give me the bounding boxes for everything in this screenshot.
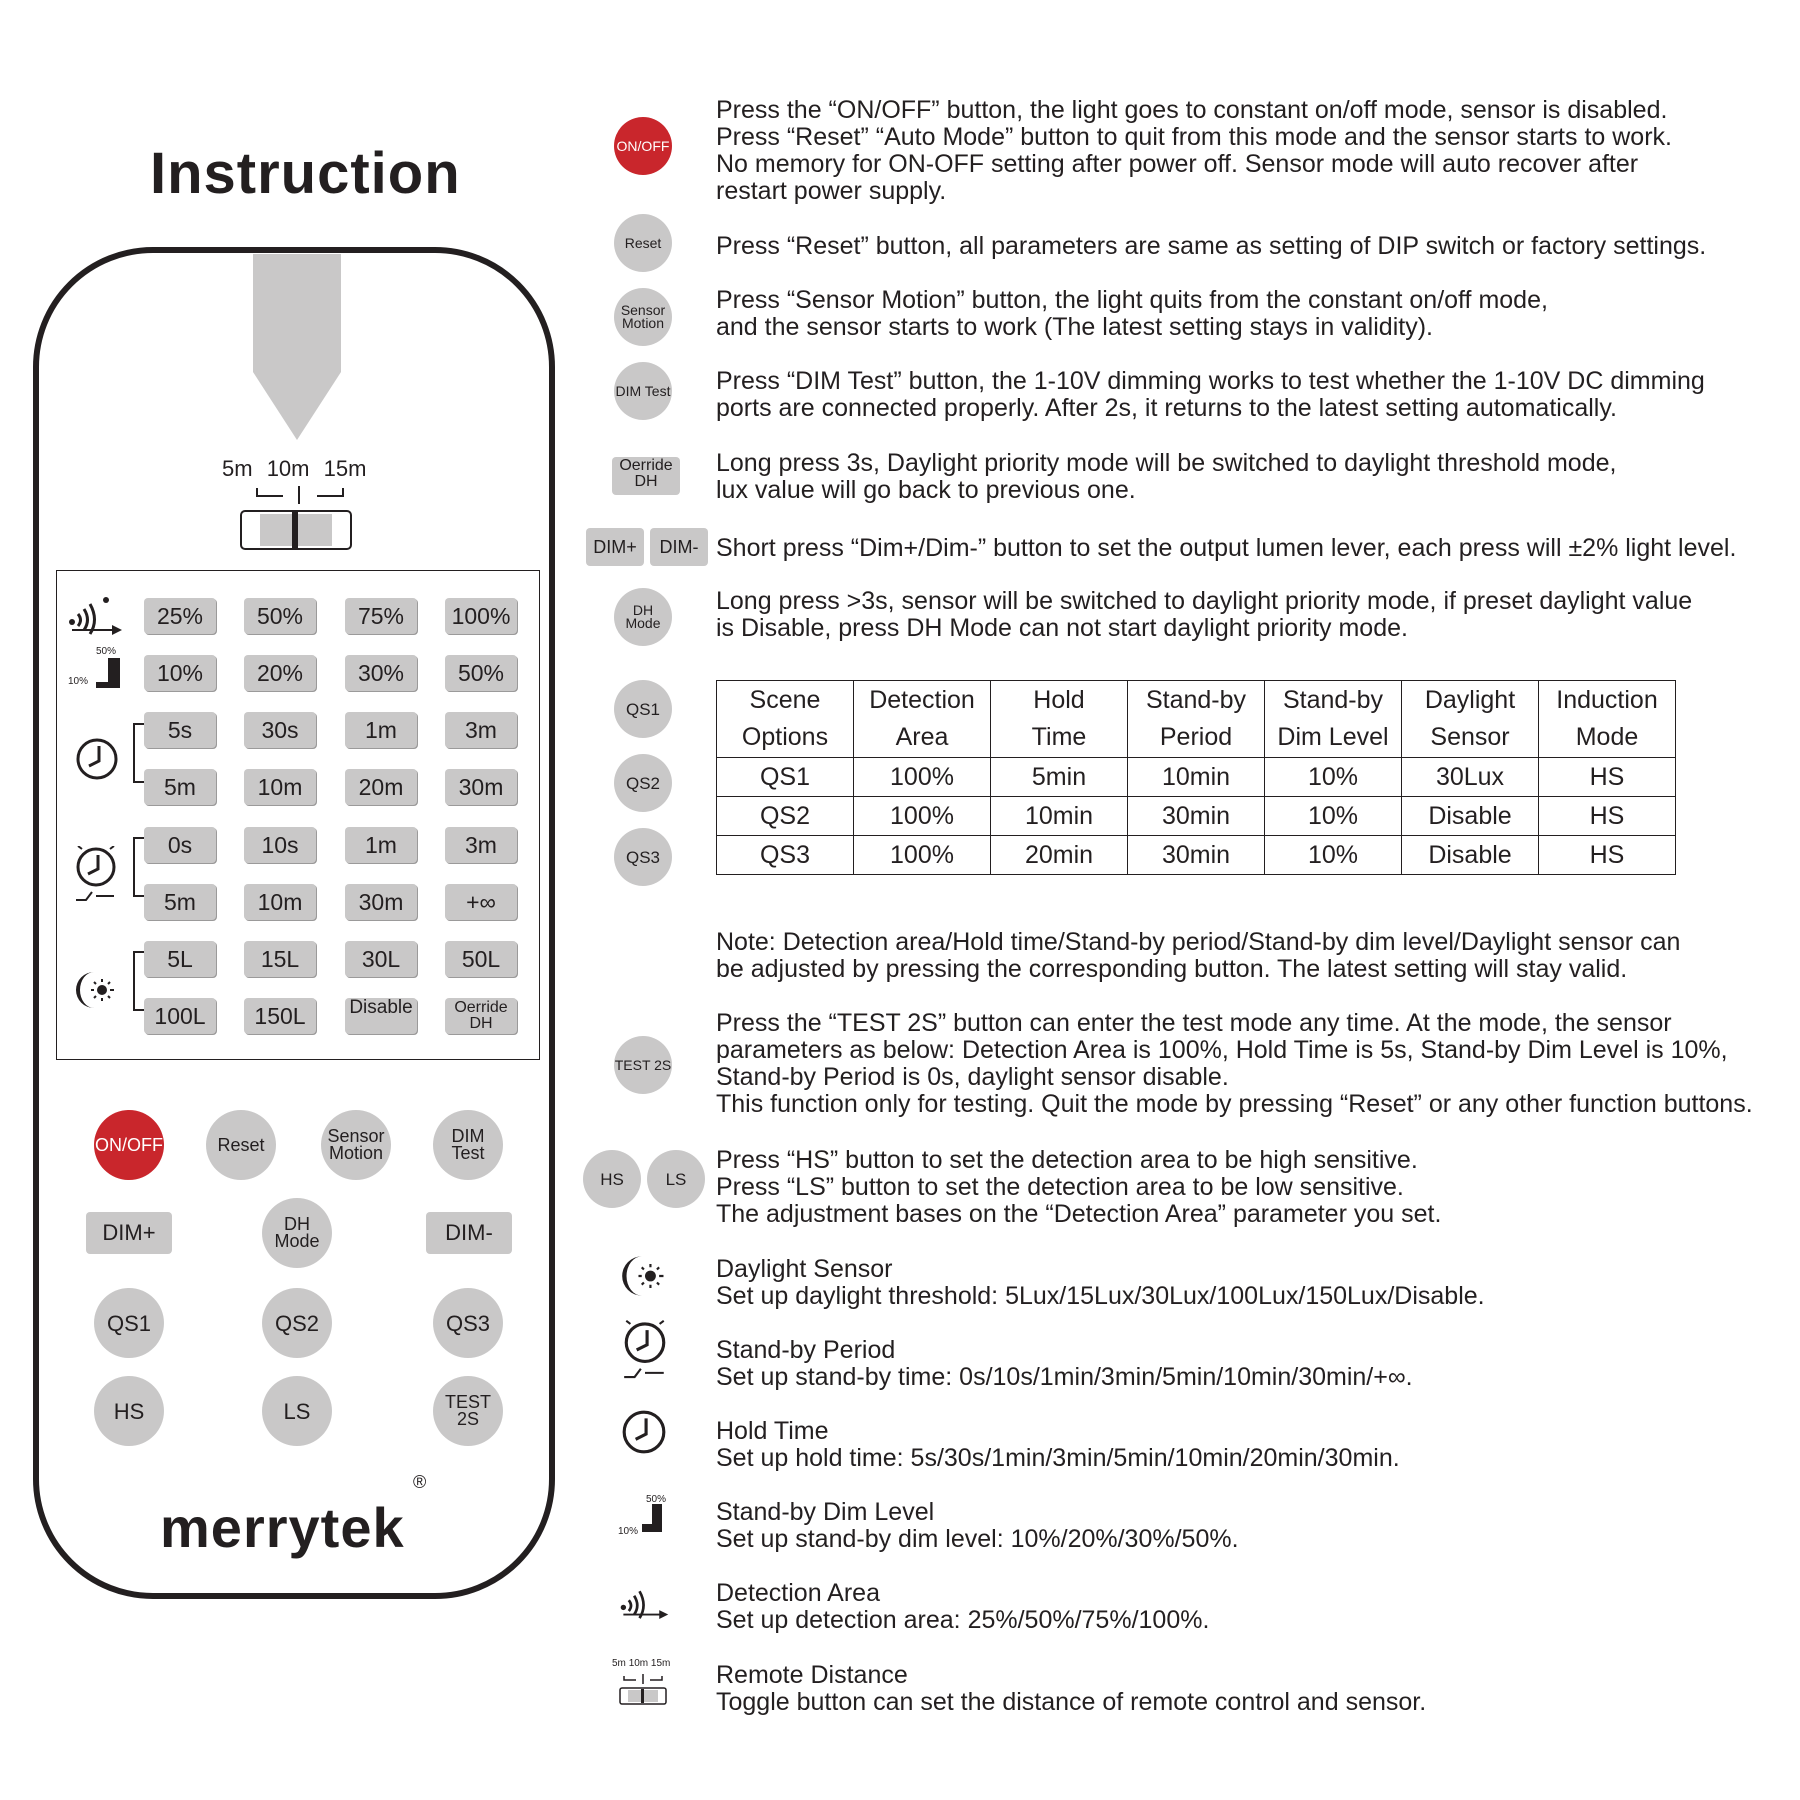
table-header: Scene Options: [717, 681, 854, 758]
table-cell: 20min: [991, 836, 1128, 875]
setting-key[interactable]: 3m: [445, 712, 517, 748]
setting-key[interactable]: 1m: [345, 827, 417, 863]
distance-label: 10m: [266, 456, 310, 481]
table-cell: HS: [1539, 836, 1676, 875]
setting-key[interactable]: 5m: [144, 769, 216, 805]
table-cell: 10%: [1265, 797, 1402, 836]
brand-logo: merrytek: [160, 1496, 405, 1559]
setting-key[interactable]: 1m: [345, 712, 417, 748]
qs2-button-icon: QS2: [614, 754, 672, 812]
table-row: [717, 836, 1676, 875]
table-cell: 10min: [1128, 758, 1265, 797]
remote-distance-icon: [618, 1672, 668, 1706]
dh-mode-button[interactable]: DH Mode: [262, 1198, 332, 1268]
qs1-button[interactable]: QS1: [94, 1288, 164, 1358]
setting-key[interactable]: 75%: [345, 598, 417, 634]
dim-plus-button[interactable]: DIM+: [86, 1212, 172, 1254]
qs1-button-icon: QS1: [614, 680, 672, 738]
table-row: [717, 758, 1676, 797]
distance-label: 5m: [222, 456, 253, 481]
setting-key[interactable]: 100L: [144, 998, 216, 1034]
table-cell: 10min: [991, 797, 1128, 836]
hold-time-icon: [620, 1408, 668, 1456]
qs3-button-icon: QS3: [614, 828, 672, 886]
setting-key[interactable]: 3m: [445, 827, 517, 863]
table-cell: 100%: [854, 797, 991, 836]
dim-icon-label-high: 50%: [646, 1494, 667, 1505]
table-cell: 100%: [854, 836, 991, 875]
detection-area-icon: [618, 1584, 670, 1620]
qs2-button[interactable]: QS2: [262, 1288, 332, 1358]
table-cell: 10%: [1265, 758, 1402, 797]
reset-description: Press “Reset” button, all parameters are same as setting of DIP switch or factory settings.: [716, 232, 1707, 260]
standby-dim-description: Stand-by Dim Level Set up stand-by dim level: 10%/20%/30%/50%.: [716, 1498, 1239, 1553]
scene-options-table: [716, 680, 1676, 875]
table-cell: QS1: [717, 758, 854, 797]
setting-key[interactable]: +∞: [445, 884, 517, 920]
sensor-motion-button-icon: Sensor Motion: [614, 288, 672, 346]
table-cell: 5min: [991, 758, 1128, 797]
remote-distance-icon-labels: 5m 10m 15m: [612, 1658, 671, 1669]
table-header: Induction Mode: [1539, 681, 1676, 758]
setting-key[interactable]: 5m: [144, 884, 216, 920]
ir-window-icon: [249, 254, 345, 442]
setting-key[interactable]: Oerride DH: [445, 998, 517, 1034]
setting-key[interactable]: 0s: [144, 827, 216, 863]
table-cell: 10%: [1265, 836, 1402, 875]
remote-distance-description: Remote Distance Toggle button can set the distance of remote control and sensor.: [716, 1661, 1427, 1716]
setting-key[interactable]: 30s: [244, 712, 316, 748]
setting-key[interactable]: 20m: [345, 769, 417, 805]
hs-button[interactable]: HS: [94, 1376, 164, 1446]
hold-time-icon: [74, 736, 120, 782]
test-2s-button-icon: TEST 2S: [614, 1036, 672, 1094]
table-cell: Disable: [1402, 797, 1539, 836]
daylight-sensor-icon: [620, 1252, 670, 1300]
sensor-motion-description: Press “Sensor Motion” button, the light quits from the constant on/off mode, and the sensor starts to work (The latest setting stays in validity).: [716, 286, 1548, 341]
dim-minus-button[interactable]: DIM-: [426, 1212, 512, 1254]
setting-key[interactable]: 10m: [244, 884, 316, 920]
setting-key[interactable]: 10s: [244, 827, 316, 863]
table-header: Hold Time: [991, 681, 1128, 758]
dim-description: Short press “Dim+/Dim-” button to set the output lumen lever, each press will ±2% light level.: [716, 534, 1737, 562]
setting-key[interactable]: 10m: [244, 769, 316, 805]
table-cell: 30min: [1128, 797, 1265, 836]
table-row: [717, 797, 1676, 836]
table-cell: QS2: [717, 797, 854, 836]
table-cell: Disable: [1402, 836, 1539, 875]
table-header: Daylight Sensor: [1402, 681, 1539, 758]
dim-icon-label-high: 50%: [96, 646, 117, 657]
distance-bracket-icon: [255, 484, 345, 506]
setting-key[interactable]: 50%: [244, 598, 316, 634]
distance-toggle-switch[interactable]: [240, 510, 352, 550]
standby-period-icon: [72, 846, 120, 904]
setting-keypad-panel: [56, 570, 540, 1060]
dh-mode-description: Long press >3s, sensor will be switched to daylight priority mode, if preset daylight value is Disable, press DH Mode can not start daylight priority mode.: [716, 587, 1693, 642]
setting-key[interactable]: 50%: [445, 655, 517, 691]
test-2s-description: Press the “TEST 2S” button can enter the test mode any time. At the mode, the sensor parameters as below: Detection Area is 100%, Hold Time is 5s, Stand-by Dim Level is 10%, Stand-by Period is 0s, daylight sensor disable. This function only for testing. Quit the mode by pressing “Reset” or any other function buttons.: [716, 1009, 1753, 1118]
daylight-sensor-icon: [74, 968, 120, 1012]
hs-ls-description: Press “HS” button to set the detection area to be high sensitive. Press “LS” button to set the detection area to be low sensitive. The adjustment bases on the “Detection Area” parameter you set.: [716, 1146, 1442, 1228]
detection-area-icon: [66, 596, 124, 636]
table-header: Detection Area: [854, 681, 991, 758]
dh-mode-button-icon: DH Mode: [614, 588, 672, 646]
table-cell: HS: [1539, 758, 1676, 797]
daylight-sensor-description: Daylight Sensor Set up daylight threshold: 5Lux/15Lux/30Lux/100Lux/150Lux/Disable.: [716, 1255, 1485, 1310]
qs3-button[interactable]: QS3: [433, 1288, 503, 1358]
dim-icon-label-low: 10%: [68, 676, 89, 687]
setting-key[interactable]: 30m: [445, 769, 517, 805]
distance-label: 15m: [323, 456, 367, 481]
standby-period-description: Stand-by Period Set up stand-by time: 0s/10s/1min/3min/5min/10min/30min/+∞.: [716, 1336, 1413, 1391]
dim-test-button[interactable]: DIM Test: [433, 1110, 503, 1180]
setting-key[interactable]: 10%: [144, 655, 216, 691]
ls-button[interactable]: LS: [262, 1376, 332, 1446]
table-cell: QS3: [717, 836, 854, 875]
setting-key[interactable]: 30L: [345, 941, 417, 977]
table-cell: 30Lux: [1402, 758, 1539, 797]
note-text: Note: Detection area/Hold time/Stand-by period/Stand-by dim level/Daylight sensor can be adjusted by pressing the corresponding button. The latest setting will stay valid.: [716, 928, 1681, 983]
hs-button-icon: HS: [583, 1150, 641, 1208]
table-header: Stand-by Period: [1128, 681, 1265, 758]
setting-key[interactable]: 20%: [244, 655, 316, 691]
table-cell: 100%: [854, 758, 991, 797]
registered-mark: ®: [413, 1472, 427, 1492]
on-off-button-icon: ON/OFF: [614, 117, 672, 175]
setting-key[interactable]: 150L: [244, 998, 316, 1034]
dim-icon-label-low: 10%: [618, 1526, 639, 1537]
override-dh-button-icon: Oerride DH: [612, 457, 680, 495]
page-title: Instruction: [150, 141, 461, 206]
dim-test-description: Press “DIM Test” button, the 1-10V dimming works to test whether the 1-10V DC dimming ports are connected properly. After 2s, it returns to the latest setting automatically.: [716, 367, 1705, 422]
reset-button-icon: Reset: [614, 214, 672, 272]
table-cell: HS: [1539, 797, 1676, 836]
on-off-button[interactable]: ON/OFF: [94, 1110, 164, 1180]
dim-minus-button-icon: DIM-: [650, 528, 708, 566]
standby-period-icon: [620, 1320, 670, 1382]
ls-button-icon: LS: [647, 1150, 705, 1208]
table-cell: 30min: [1128, 836, 1265, 875]
setting-key[interactable]: 15L: [244, 941, 316, 977]
setting-key[interactable]: 30m: [345, 884, 417, 920]
setting-key[interactable]: 5L: [144, 941, 216, 977]
hold-time-description: Hold Time Set up hold time: 5s/30s/1min/3min/5min/10min/20min/30min.: [716, 1417, 1400, 1472]
setting-key[interactable]: 100%: [445, 598, 517, 634]
setting-key[interactable]: 30%: [345, 655, 417, 691]
detection-area-description: Detection Area Set up detection area: 25%/50%/75%/100%.: [716, 1579, 1210, 1634]
reset-button[interactable]: Reset: [206, 1110, 276, 1180]
setting-key[interactable]: Disable: [345, 998, 417, 1034]
on-off-description: Press the “ON/OFF” button, the light goes to constant on/off mode, sensor is disabled. Press “Reset” “Auto Mode” button to quit from this mode and the sensor starts to work. No memory for ON-OFF setting after power off. Sensor mode will auto recover after restart power supply.: [716, 96, 1672, 205]
table-header: Stand-by Dim Level: [1265, 681, 1402, 758]
setting-key[interactable]: 25%: [144, 598, 216, 634]
distance-labels: [222, 456, 374, 482]
setting-key[interactable]: 5s: [144, 712, 216, 748]
override-description: Long press 3s, Daylight priority mode will be switched to daylight threshold mode, lux value will go back to previous one.: [716, 449, 1617, 504]
dim-test-button-icon: DIM Test: [614, 362, 672, 420]
dim-plus-button-icon: DIM+: [586, 528, 644, 566]
setting-key[interactable]: 50L: [445, 941, 517, 977]
sensor-motion-button[interactable]: Sensor Motion: [321, 1110, 391, 1180]
test-2s-button[interactable]: TEST 2S: [433, 1376, 503, 1446]
